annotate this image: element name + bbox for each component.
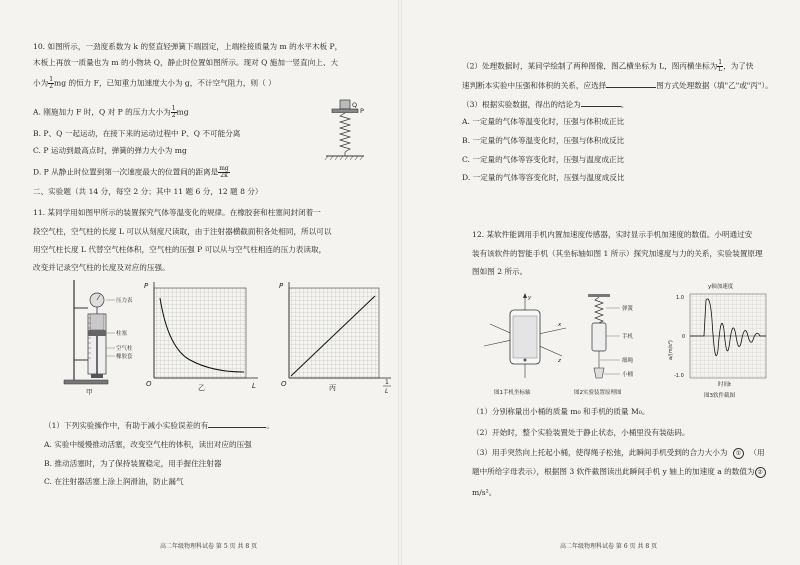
- block-q: [340, 100, 350, 109]
- q10-spring-figure: [318, 96, 378, 170]
- q12-sub1: （1）分别称量出小桶的质量 m₀ 和手机的质量 M₀。: [472, 407, 650, 416]
- fig3-tick-zero: 0: [682, 334, 686, 340]
- q11-conclusion-b: B. 一定量的气体等温变化时，压强与体积成反比: [462, 136, 625, 145]
- q10-option-a: A. 刚施加力 F 时，Q 对 P 的压力大小为 $\frac{1}{2}$ mg: [33, 105, 189, 119]
- label-plunger: 柱塞: [116, 331, 128, 337]
- q11-line4: 改变并记录空气柱的长度及对应的压强。: [33, 263, 170, 272]
- q11-line2: 段空气柱，空气柱的长度 L 可以从刻度尺读取，由于注射器横截面积各处相同，所以可以: [33, 227, 332, 236]
- q11-sub1: （1）下列实验操作中，有助于减小实验误差的有 。: [44, 421, 274, 430]
- q11-line1: 11. 某同学用如图甲所示的装置探究气体等温变化的规律。在橡胶套和柱塞间封闭着一: [33, 208, 321, 217]
- label-p: P: [360, 107, 364, 115]
- q11-sub2-line1: （2）处理数据时，某同学绘制了两种图像，图乙横坐标为 L，图丙横坐标为 $\frac{1}{L}$ ，为了快: [462, 59, 754, 73]
- graph-bing-p-label: P: [279, 282, 284, 290]
- graph-yi-caption: 乙: [198, 384, 205, 392]
- q10-line1: 10. 如图所示，一劲度系数为 k 的竖直轻弹簧下端固定，上端栓接质量为 m 的水平木板 P，: [33, 42, 343, 51]
- q11-conclusion-d: D. 一定量的气体等容变化时，压强与温度成反比: [462, 173, 625, 182]
- section-2-heading: 二、实验题（共 14 分，每空 2 分；其中 11 题 6 分，12 题 8 分）: [33, 187, 263, 196]
- graph-yi-l-label: L: [252, 382, 256, 390]
- q10-option-d: D. P 从静止时位置到第一次速度最大的位置间的距离是 $\frac{mg}{2k}$: [33, 165, 229, 179]
- q10-line2: 木板上再放一质量也为 m 的小物块 Q，静止时位置如图所示。现对 Q 施加一竖直向上、大: [33, 58, 339, 67]
- graph-yi-p-label: P: [144, 282, 149, 290]
- svg-text:x: x: [558, 322, 562, 328]
- q12-line3: 图如图 2 所示。: [472, 267, 528, 276]
- q10-option-c: C. P 运动到最高点时，弹簧的弹力大小为 mg: [33, 146, 187, 155]
- fig2-bucket: [594, 368, 604, 378]
- fig3-ylabel: a/(m/s²): [668, 340, 674, 360]
- plank-p: [332, 109, 358, 113]
- label-rubber-cap: 橡胶套: [116, 354, 133, 360]
- graph-bing-caption: 丙: [329, 384, 336, 392]
- stand-base: [64, 380, 108, 384]
- fig3-tick-bottom: -1.0: [674, 373, 684, 379]
- q11-option-b: B. 推动活塞时，为了保持装置稳定，用手握住注射器: [44, 459, 222, 468]
- graph-bing: [275, 280, 395, 398]
- q11-conclusion-c: C. 一定量的气体等容变化时，压强与温度成正比: [462, 155, 625, 164]
- label-phone: 手机: [622, 334, 634, 340]
- q11-option-c: C. 在注射器活塞上涂上润滑油，防止漏气: [44, 477, 184, 486]
- fig3-tick-top: 1.0: [676, 295, 684, 301]
- label-bucket: 小桶: [622, 372, 634, 378]
- graph-yi: [140, 280, 265, 395]
- fig3-software-plot: [668, 280, 776, 400]
- q11-option-a: A. 实验中缓慢推动活塞，改变空气柱的体积，读出对应的压强: [44, 440, 252, 449]
- air-column: [90, 314, 104, 330]
- q12-line2: 装有该软件的智能手机（其坐标轴如图 1 所示）探究加速度与力的关系，实验装置原理: [472, 249, 763, 258]
- q12-sub3-line1: （3）用手突然向上托起小桶，使得绳子松弛，此瞬间手机受到的合力大小为 ① （用: [472, 448, 765, 457]
- blank-1[interactable]: ①: [733, 448, 744, 459]
- q12-line1: 12. 某软件能调用手机内置加速度传感器，实时显示手机加速度的数值。小明通过安: [472, 230, 753, 239]
- right-page: [400, 0, 800, 565]
- fig2-spring: [595, 297, 603, 323]
- svg-text:y: y: [528, 295, 532, 301]
- fig2-apparatus: [568, 290, 668, 398]
- q10-option-b: B. P、Q 一起运动，在接下来的运动过程中 P、Q 不可能分离: [33, 129, 241, 138]
- fig3-xlabel: 时间t: [718, 382, 732, 388]
- fig1-phone-axes: [480, 290, 570, 398]
- svg-text:z: z: [558, 358, 561, 364]
- fig2-caption: 图2实验装置原理图: [574, 390, 622, 396]
- label-pressure-gauge: 压力表: [116, 298, 133, 304]
- fig2-phone: [592, 323, 606, 351]
- label-q: Q: [352, 101, 358, 109]
- graph-bing-origin: O: [281, 380, 287, 388]
- graph-bing-x-num: 1: [385, 379, 389, 386]
- left-footer: 高二年级物理科试卷 第 5 页 共 8 页: [160, 543, 258, 550]
- right-footer: 高二年级物理科试卷 第 6 页 共 8 页: [560, 543, 658, 550]
- fig3-title: y轴加速度: [708, 284, 734, 290]
- fig3-caption: 图3软件截图: [704, 393, 735, 399]
- label-jia: 甲: [86, 388, 93, 396]
- label-spring: 弹簧: [622, 306, 634, 312]
- q11-conclusion-a: A. 一定量的气体等温变化时，压强与体积成正比: [462, 117, 625, 126]
- q11-sub3: （3）根据实验数据，得出的结论为 。: [462, 100, 629, 109]
- q10-line3: 小为 $\frac{1}{2}$ mg 的恒力 F，已知重力加速度大小为 g，不计空气阻力，则（ ）: [33, 76, 276, 90]
- blank-2[interactable]: ②: [755, 467, 766, 478]
- graph-bing-x-den: L: [385, 388, 389, 395]
- spring: [340, 113, 350, 152]
- q11-line3: 用空气柱长度 L 代替空气柱体积，空气柱的压强 P 可以从与空气柱相连的压力表读取，: [33, 245, 327, 254]
- q12-sub3-line2: 题中所给字母表示），根据图 3 软件截图读出此瞬间手机 y 轴上的加速度 a 的数值为 ②: [472, 467, 766, 478]
- q11-sub2-line2: 速判断本实验中压强和体积的关系，应选择 图方式处理数据（填"乙"或"丙"）。: [462, 81, 773, 90]
- fig1-caption: 图1手机坐标轴: [494, 390, 531, 396]
- label-string: 细绳: [622, 358, 634, 364]
- fig-jia-apparatus: [60, 278, 150, 398]
- label-air-column: 空气柱: [116, 346, 133, 352]
- q12-sub3-unit: m/s²。: [472, 488, 497, 497]
- graph-yi-origin: O: [146, 380, 152, 388]
- q12-sub2: （2）开始时，整个实验装置处于静止状态，小桶里没有装砝码。: [472, 428, 690, 437]
